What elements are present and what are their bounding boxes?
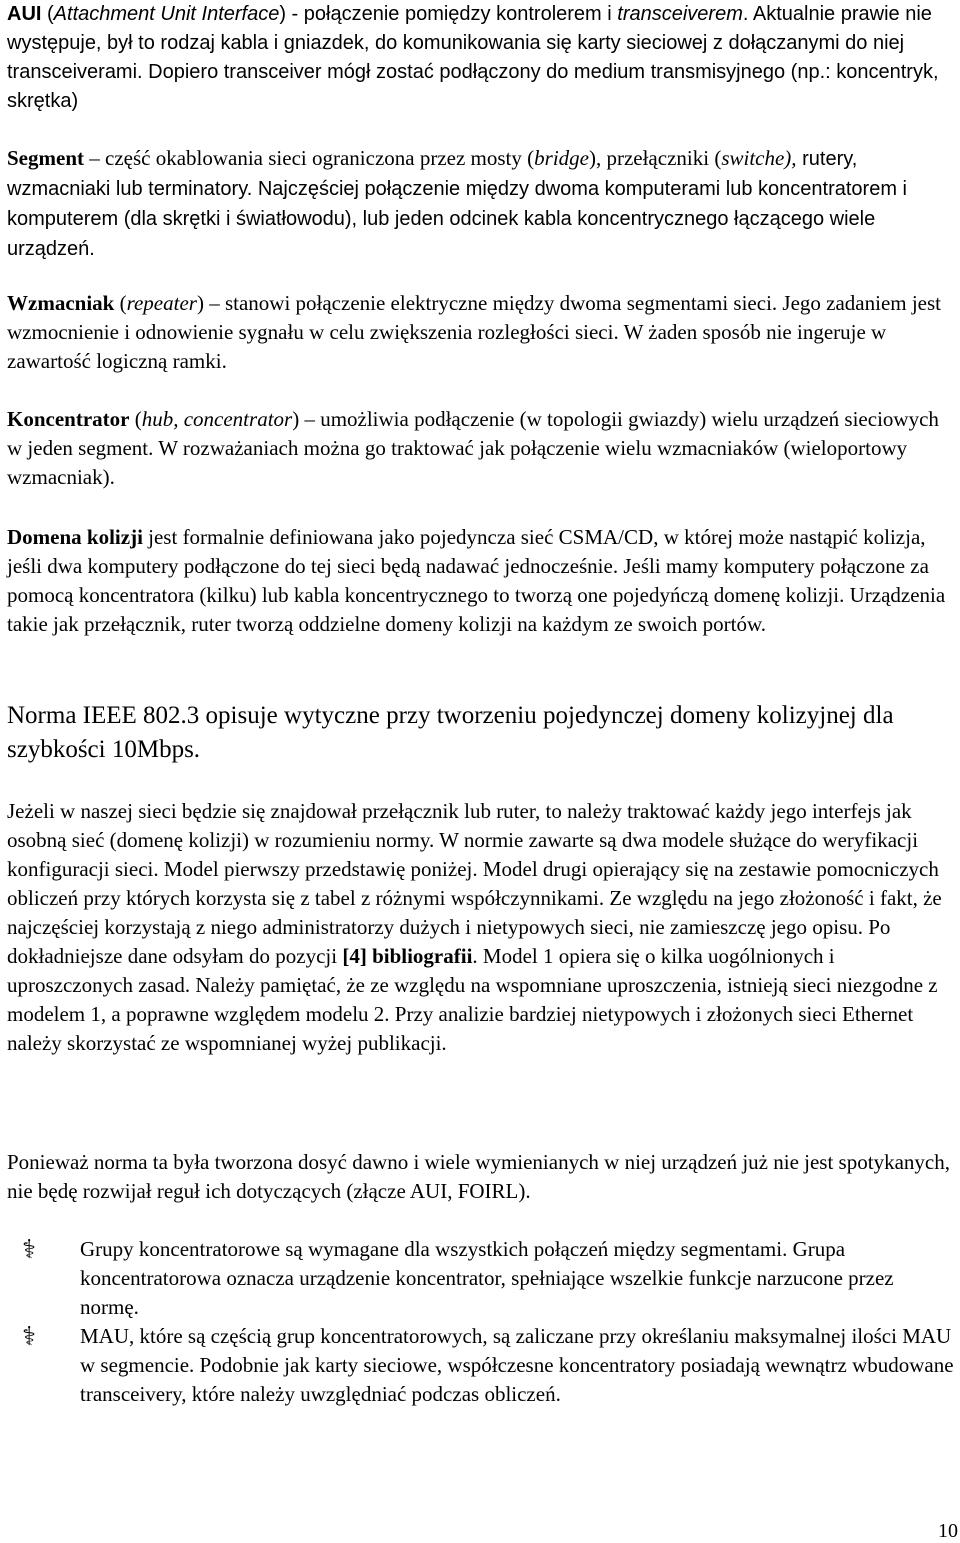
segment-paragraph (7, 144, 957, 264)
koncentrator-term: Koncentrator (7, 407, 130, 431)
jezeli-text: Jeżeli w naszej sieci będzie się znajdował przełącznik lub ruter, to należy traktować każdy jego interfejs jak osobną sieć (domenę kolizji) w rozumieniu normy. W normie zawarte są dwa modele służące do weryfikacji konfiguracji sieci. Model pierwszy przedstawię poniżej. Model drugi opierający się na zestawie pomocniczych obliczeń przy których korzysta się z tabel z różnymi współczynnikami. Ze względu na jego złożoność i fakt, że najczęściej korzystają z niego administratorzy dużych i nietypowych sieci, nie zamieszczę jego opisu. Po dokładniejsze dane odsyłam do pozycji (7, 799, 942, 968)
aui-term: AUI (7, 3, 42, 25)
page-number: 10 (938, 1520, 958, 1542)
aui-text: Aktualnie prawie nie występuje, był to rodzaj kabla i gniazdek, do komunikowania się karty sieciowej z dołączanymi do niej transceiverami. Dopiero transceiver mógł zostać podłączony do medium transmisyjnego (np.: koncentryk, skrętka) (7, 3, 939, 112)
koncentrator-text: ( (129, 407, 142, 431)
aui-text: ( (41, 3, 54, 25)
segment-bridge: bridge (534, 146, 589, 170)
rules-list (7, 1235, 957, 1409)
domena-text: jest formalnie definiowana jako pojedyncza sieć CSMA/CD, w której może nastąpić kolizja, jeśli dwa komputery podłączone do tej sieci będą nadawać jednocześnie. Jeśli mamy komputery połączone za pomocą koncentratora (kilku) lub kabla koncentrycznego to tworzą one pojedyńczą domenę kolizji. Urządzenia takie jak przełącznik, ruter tworzą oddzielne domeny kolizji na każdym ze swoich portów. (7, 525, 946, 636)
wzmacniak-term: Wzmacniak (7, 291, 115, 315)
caduceus-bullet-icon: ⚕ (22, 1322, 37, 1351)
domena-term: Domena kolizji (7, 525, 143, 549)
domena-paragraph (7, 523, 957, 639)
koncentrator-text: ) – umożliwia podłączenie (w topologii gwiazdy) wielu urządzeń sieciowych w jeden segment. W rozważaniach można go traktować jak połączenie wielu wzmacniaków (wieloportowy wzmacniak). (7, 407, 939, 489)
koncentrator-paragraph (7, 405, 957, 492)
wzmacniak-paragraph (7, 289, 957, 376)
list-item (7, 1235, 957, 1322)
segment-term: Segment (7, 146, 84, 170)
jezeli-text: . Model 1 opiera się o kilka uogólnionych i uproszczonych zasad. Należy pamiętać, że ze względu na wspomniane uproszczenia, istnieją sieci niezgodne z modelem 1, a poprawne względem modelu 2. Przy analizie bardziej nietypowych i złożonych sieci Ethernet należy skorzystać ze wspomnianej wyżej publikacji. (7, 944, 938, 1055)
bibliography-ref: [4] bibliografii (342, 944, 473, 968)
aui-paragraph (7, 0, 957, 116)
caduceus-bullet-icon: ⚕ (22, 1235, 37, 1264)
norma-heading: Norma IEEE 802.3 opisuje wytyczne przy tworzeniu pojedynczej domeny kolizyjnej dla szybkości 10Mbps. (7, 702, 894, 763)
aui-text: . (742, 3, 749, 25)
wzmacniak-text: ) – stanowi połączenie elektryczne między dwoma segmentami sieci. Jego zadaniem jest wzmocnienie i odnowienie sygnału w celu zwiększenia rozległości sieci. W żaden sposób nie ingeruje w zawartość logiczną ramki. (7, 291, 942, 373)
list-item-text: MAU, które są częścią grup koncentratorowych, są zaliczane przy określaniu maksymalnej ilości MAU w segmencie. Podobnie jak karty sieciowe, współczesne koncentratory posiadają wewnątrz wbudowane transceivery, które należy uwzględniać podczas obliczeń. (80, 1324, 954, 1406)
segment-switche: switche), (721, 146, 797, 170)
segment-text: ), przełączniki ( (588, 146, 722, 170)
poniewaz-paragraph: Ponieważ norma ta była tworzona dosyć dawno i wiele wymienianych w niej urządzeń już nie jest spotykanych, nie będę rozwijał reguł ich dotyczących (złącze AUI, FOIRL). (7, 1150, 950, 1203)
list-item (7, 1322, 957, 1409)
aui-expansion: Attachment Unit Interface (53, 3, 280, 25)
aui-transceiver: transceiverem (617, 3, 743, 25)
wzmacniak-text: ( (114, 291, 127, 315)
segment-text: – część okablowania sieci ograniczona przez mosty ( (84, 146, 535, 170)
jezeli-paragraph (7, 797, 957, 1058)
aui-text: ) - połączenie pomiędzy kontrolerem i (279, 3, 618, 25)
list-item-text: Grupy koncentratorowe są wymagane dla wszystkich połączeń między segmentami. Grupa koncentratorowa oznacza urządzenie koncentrator, spełniające wszelkie funkcje narzucone przez normę. (80, 1237, 894, 1319)
koncentrator-hub: hub, concentrator (141, 407, 293, 431)
wzmacniak-repeater: repeater (126, 291, 197, 315)
segment-text: rutery, wzmacniaki lub terminatory. Najczęściej połączenie między dwoma komputerami lub koncentratorem i komputerem (dla skrętki i światłowodu), lub jeden odcinek kabla koncentrycznego łączącego wiele urządzeń. (7, 148, 907, 260)
